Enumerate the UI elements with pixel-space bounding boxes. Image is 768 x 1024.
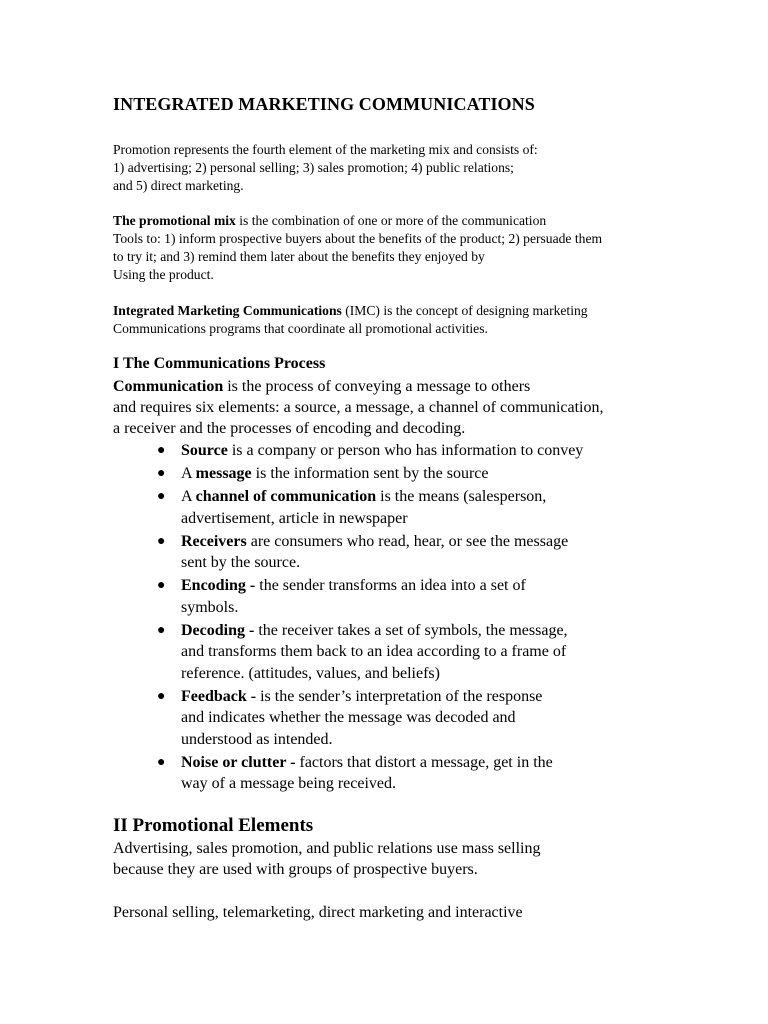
bullet-term: Decoding - — [181, 621, 255, 639]
bullet-line-1 — [181, 440, 583, 462]
bullet-line-2: way of a message being received. — [181, 775, 397, 792]
intro-line-2: 1) advertising; 2) personal selling; 3) sales promotion; 4) public relations; — [113, 160, 514, 175]
intro-line-1: Promotion represents the fourth element of the marketing mix and consists of: — [113, 142, 538, 157]
promo-elements-line-1: Advertising, sales promotion, and public relations use mass selling — [113, 840, 541, 857]
bullet-line-2: sent by the source. — [181, 554, 301, 571]
bullet-dot-icon: ● — [157, 754, 166, 770]
bullet-line-2: advertisement, article in newspaper — [181, 509, 408, 527]
bullet-term: Receivers — [181, 532, 247, 550]
bullet-line-1 — [181, 575, 583, 597]
communication-paragraph — [113, 376, 604, 439]
intro-paragraph — [113, 141, 538, 195]
bullet-item — [113, 531, 583, 574]
bullet-dot-icon: ● — [157, 489, 166, 504]
communication-line-1-rest: is the process of conveying a message to others — [223, 378, 531, 395]
promo-mix-term: The promotional mix — [113, 213, 236, 228]
bullet-line-1 — [181, 463, 583, 485]
imc-line-2: Communications programs that coordinate all promotional activities. — [113, 321, 488, 336]
promo-mix-line-4: Using the product. — [113, 267, 214, 282]
elements-bullet-list — [113, 440, 583, 796]
bullet-term: message — [195, 465, 252, 482]
bullet-term: Source — [181, 442, 228, 459]
intro-line-3: and 5) direct marketing. — [113, 178, 244, 193]
communication-line-3: a receiver and the processes of encoding and decoding. — [113, 420, 466, 437]
bullet-definition: are consumers who read, hear, or see the message — [246, 532, 569, 550]
bullet-item — [113, 620, 583, 685]
section-2-heading: II Promotional Elements — [113, 815, 314, 836]
imc-line-1-rest: (IMC) is the concept of designing marketing — [341, 303, 588, 318]
personal-selling-paragraph — [113, 902, 523, 923]
communication-line-2: and requires six elements: a source, a message, a channel of communication, — [113, 399, 604, 416]
promotional-mix-paragraph — [113, 212, 602, 284]
bullet-definition: the sender transforms an idea into a set of — [255, 577, 526, 594]
bullet-line-1 — [181, 752, 583, 774]
personal-selling-line-1: Personal selling, telemarketing, direct marketing and interactive — [113, 904, 523, 921]
promo-mix-line-1-rest: is the combination of one or more of the communication — [235, 213, 547, 228]
bullet-dot-icon: ● — [157, 443, 166, 458]
bullet-line-1 — [181, 486, 583, 508]
bullet-prefix: A — [181, 465, 196, 482]
promo-mix-line-1 — [113, 212, 602, 230]
bullet-line-1 — [181, 686, 583, 708]
imc-term: Integrated Marketing Communications — [113, 303, 342, 318]
promo-mix-line-3: to try it; and 3) remind them later about the benefits they enjoyed by — [113, 249, 485, 264]
communication-line-1 — [113, 376, 604, 397]
bullet-term: channel of communication — [195, 488, 377, 505]
promotional-elements-paragraph — [113, 838, 541, 880]
bullet-item — [113, 686, 583, 751]
bullet-line-3: understood as intended. — [181, 730, 333, 748]
bullet-line-1 — [181, 620, 583, 642]
bullet-item — [113, 440, 583, 462]
communication-term: Communication — [113, 378, 224, 395]
bullet-definition: is the information sent by the source — [251, 465, 489, 482]
bullet-prefix: A — [181, 488, 196, 505]
bullet-item — [113, 752, 583, 795]
bullet-line-1 — [181, 531, 583, 553]
bullet-line-3: reference. (attitudes, values, and beliefs) — [181, 664, 440, 682]
bullet-item — [113, 463, 583, 485]
bullet-dot-icon: ● — [157, 466, 166, 481]
bullet-line-2: and indicates whether the message was decoded and — [181, 709, 516, 726]
bullet-dot-icon: ● — [157, 622, 166, 638]
bullet-definition: is a company or person who has information to convey — [227, 442, 584, 459]
promo-mix-line-2: Tools to: 1) inform prospective buyers about the benefits of the product; 2) persuade them — [113, 231, 603, 246]
bullet-definition: factors that distort a message, get in the — [295, 753, 553, 771]
bullet-term: Feedback - — [181, 687, 257, 705]
bullet-definition: the receiver takes a set of symbols, the message, — [254, 621, 568, 639]
imc-paragraph — [113, 302, 588, 338]
bullet-definition: is the means (salesperson, — [376, 488, 547, 505]
bullet-line-2: and transforms them back to an idea according to a frame of — [181, 643, 567, 660]
document-title: INTEGRATED MARKETING COMMUNICATIONS — [113, 94, 535, 114]
section-1-heading: I The Communications Process — [113, 355, 326, 372]
bullet-line-2: symbols. — [181, 598, 239, 616]
bullet-dot-icon: ● — [157, 688, 166, 704]
promo-elements-line-2: because they are used with groups of prospective buyers. — [113, 861, 478, 878]
bullet-definition: is the sender’s interpretation of the response — [256, 687, 543, 705]
bullet-item — [113, 575, 583, 618]
bullet-dot-icon: ● — [157, 533, 166, 549]
bullet-item — [113, 486, 583, 529]
bullet-dot-icon: ● — [157, 578, 166, 593]
imc-line-1 — [113, 302, 588, 320]
bullet-term: Noise or clutter - — [181, 753, 296, 771]
bullet-term: Encoding - — [181, 577, 256, 594]
